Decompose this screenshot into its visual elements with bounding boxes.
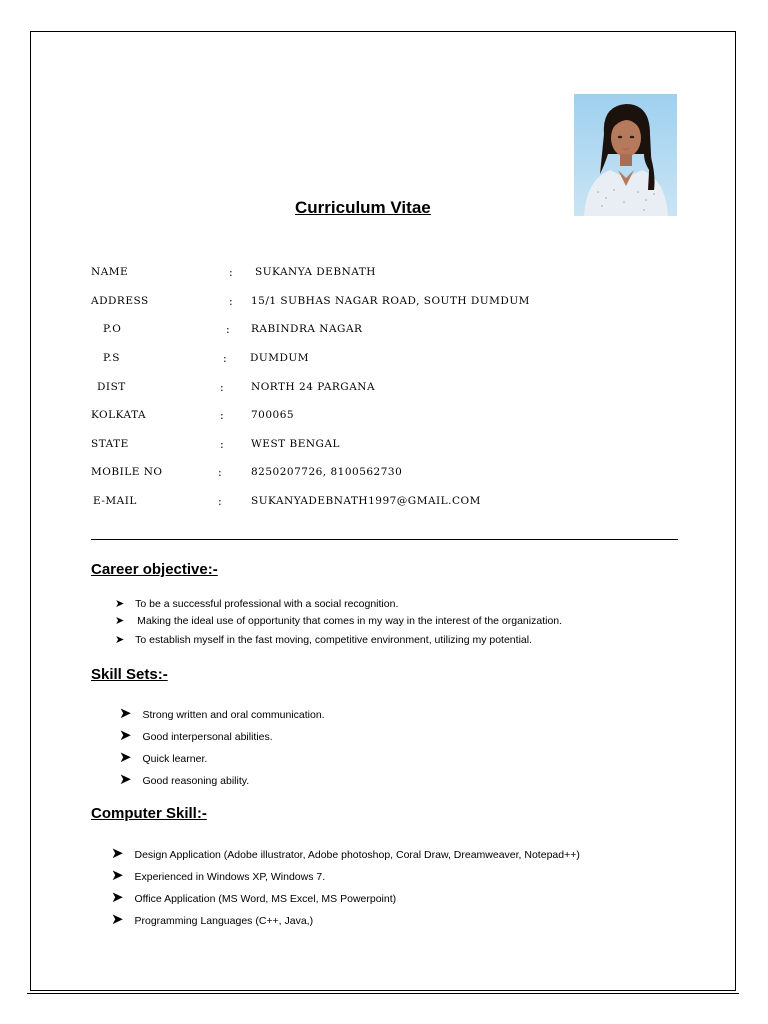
computer-heading: Computer Skill:-	[91, 805, 207, 822]
list-item	[111, 888, 396, 906]
detail-label-kolkata: KOLKATA	[91, 409, 147, 421]
detail-colon: :	[220, 381, 224, 394]
arrow-bullet-icon: ➤	[119, 749, 132, 766]
detail-colon: :	[229, 266, 233, 279]
detail-label-ps: P.S	[103, 352, 120, 364]
arrow-bullet-icon: ➤	[115, 615, 125, 627]
list-item	[115, 633, 532, 646]
detail-value-dist: NORTH 24 PARGANA	[251, 381, 376, 393]
list-item	[119, 726, 273, 744]
section-divider	[91, 539, 678, 540]
detail-colon: :	[220, 409, 224, 422]
detail-label-state: STATE	[91, 438, 129, 450]
detail-value-mobile: 8250207726, 8100562730	[251, 466, 403, 478]
profile-photo	[574, 94, 677, 216]
arrow-bullet-icon: ➤	[115, 634, 125, 646]
computer-item-text: Design Application (Adobe illustrator, Adobe photoshop, Coral Draw, Dreamweaver, Notepad++)	[134, 849, 580, 861]
detail-value-name: SUKANYA DEBNATH	[255, 266, 376, 278]
detail-value-state: WEST BENGAL	[251, 438, 341, 450]
list-item	[111, 910, 313, 928]
detail-colon: :	[218, 495, 222, 508]
arrow-bullet-icon: ➤	[119, 727, 132, 744]
arrow-bullet-icon: ➤	[115, 598, 125, 610]
computer-item-text: Experienced in Windows XP, Windows 7.	[134, 871, 326, 883]
list-item	[115, 597, 398, 610]
list-item	[119, 770, 249, 788]
detail-value-ps: DUMDUM	[250, 352, 310, 364]
career-item-text: Making the ideal use of opportunity that comes in my way in the interest of the organization.	[137, 615, 563, 627]
arrow-bullet-icon: ➤	[111, 867, 124, 884]
detail-colon: :	[226, 323, 230, 336]
arrow-bullet-icon: ➤	[119, 771, 132, 788]
skill-item-text: Good reasoning ability.	[142, 775, 250, 787]
arrow-bullet-icon: ➤	[119, 705, 132, 722]
list-item	[111, 866, 325, 884]
detail-colon: :	[218, 466, 222, 479]
skill-item-text: Good interpersonal abilities.	[142, 731, 273, 743]
list-item	[119, 748, 207, 766]
computer-item-text: Programming Languages (C++, Java,)	[134, 915, 314, 927]
detail-value-address: 15/1 SUBHAS NAGAR ROAD, SOUTH DUMDUM	[251, 295, 530, 307]
detail-value-po: RABINDRA NAGAR	[251, 323, 363, 335]
arrow-bullet-icon: ➤	[111, 845, 124, 862]
detail-label-address: ADDRESS	[91, 295, 149, 307]
detail-label-dist: DIST	[97, 381, 126, 393]
detail-value-kolkata: 700065	[251, 409, 295, 421]
arrow-bullet-icon: ➤	[111, 889, 124, 906]
detail-label-email: E-MAIL	[93, 495, 137, 507]
detail-value-email: SUKANYADEBNATH1997@GMAIL.COM	[251, 495, 481, 507]
computer-item-text: Office Application (MS Word, MS Excel, MS Powerpoint)	[134, 893, 397, 905]
skill-item-text: Strong written and oral communication.	[142, 709, 325, 721]
profile-photo-graphic	[574, 94, 677, 216]
list-item	[115, 614, 562, 627]
skill-item-text: Quick learner.	[142, 753, 208, 765]
list-item	[111, 844, 580, 862]
page-title: Curriculum Vitae	[295, 198, 431, 217]
detail-colon: :	[220, 438, 224, 451]
career-item-text: To establish myself in the fast moving, competitive environment, utilizing my potential.	[135, 634, 532, 646]
skills-heading: Skill Sets:-	[91, 666, 168, 683]
arrow-bullet-icon: ➤	[111, 911, 124, 928]
detail-label-mobile: MOBILE NO	[91, 466, 163, 478]
career-item-text: To be a successful professional with a social recognition.	[135, 598, 399, 610]
detail-colon: :	[223, 352, 227, 365]
detail-label-po: P.O	[103, 323, 122, 335]
detail-colon: :	[229, 295, 233, 308]
detail-label-name: NAME	[91, 266, 129, 278]
career-heading: Career objective:-	[91, 561, 218, 578]
list-item	[119, 704, 325, 722]
